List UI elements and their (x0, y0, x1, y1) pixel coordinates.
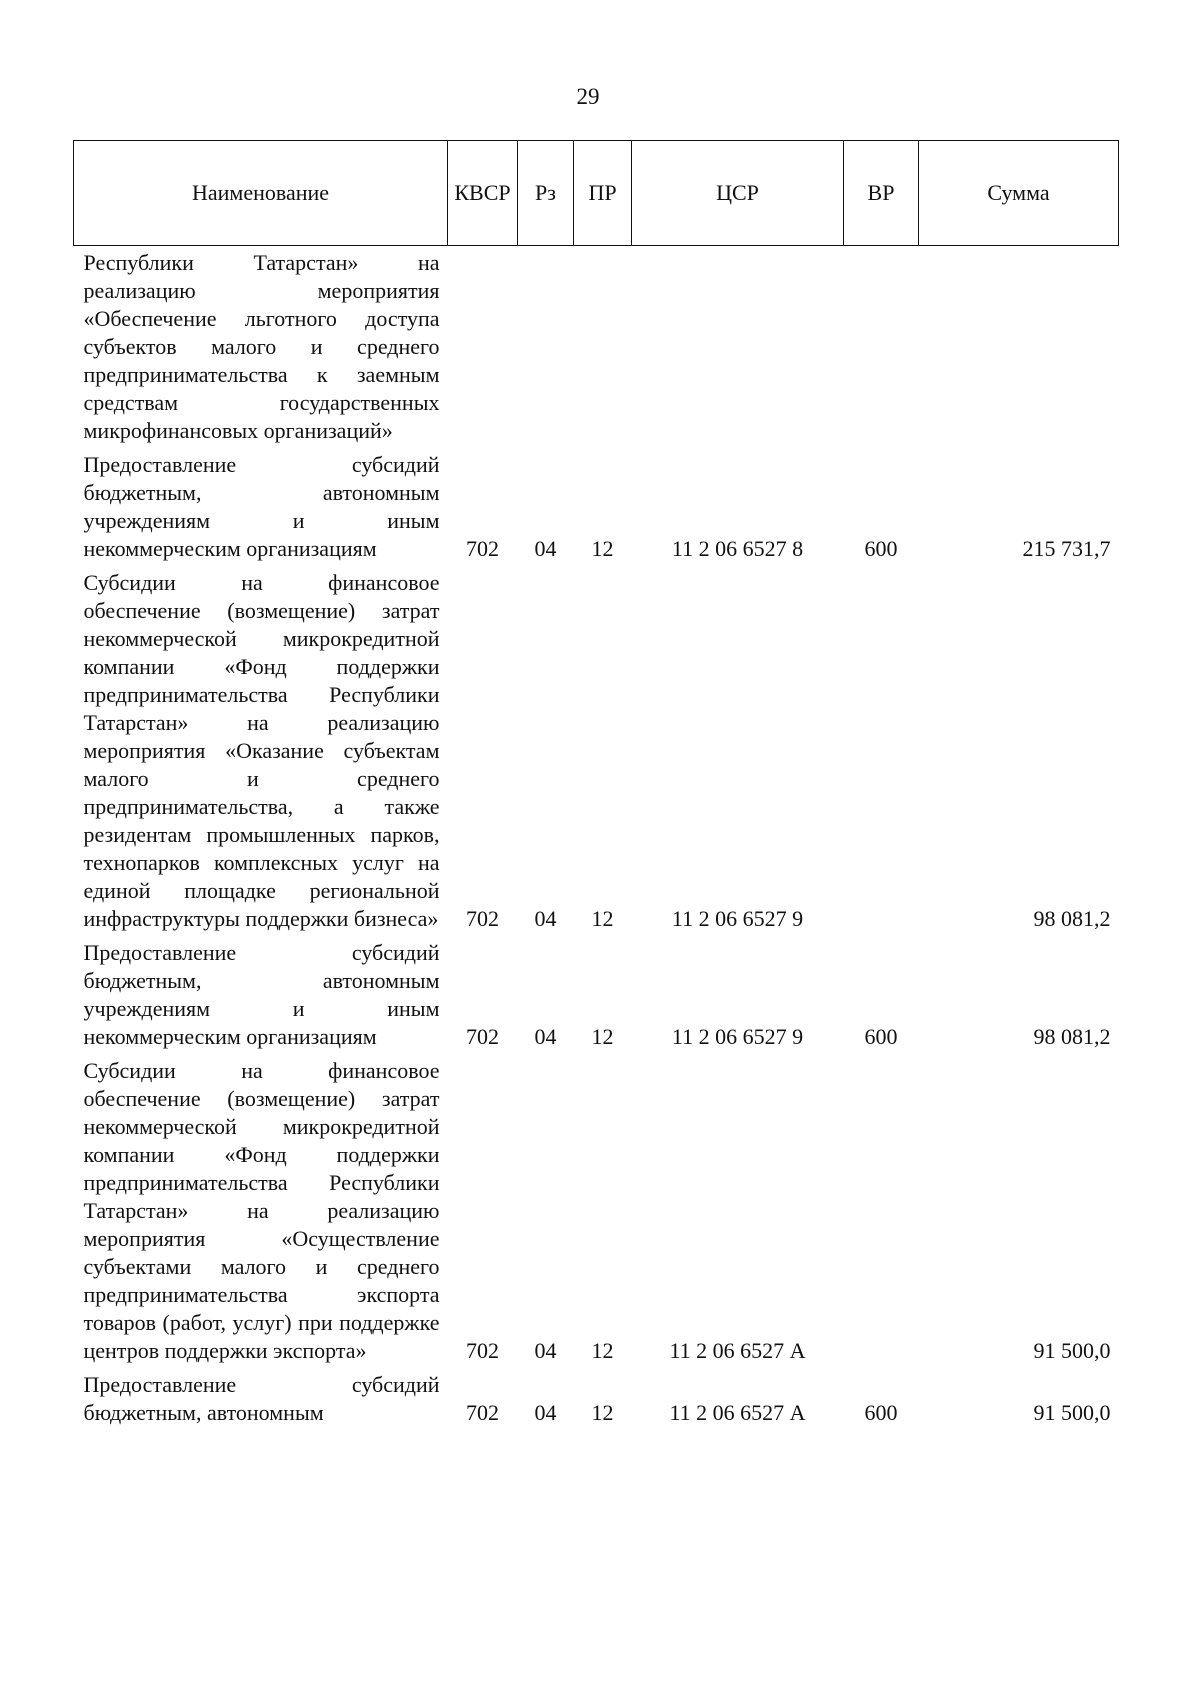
row-vr: 600 (864, 1400, 898, 1425)
row-csr: 11 2 06 6527 9 (671, 1024, 804, 1049)
table-row (74, 246, 1119, 449)
table-row (74, 1368, 1119, 1427)
row-sum: 98 081,2 (1033, 1024, 1111, 1049)
row-csr: 11 2 06 6527 А (669, 1400, 806, 1425)
row-rz: 04 (534, 536, 557, 561)
header-vr: ВР (844, 141, 919, 246)
row-pr: 12 (591, 1024, 614, 1049)
row-kvsr: 702 (466, 1400, 499, 1425)
row-rz: 04 (534, 1400, 557, 1425)
header-kvsr: КВСР (448, 141, 518, 246)
row-name: Предоставление субсидий бюджетным, автономным (83, 1372, 440, 1425)
row-kvsr (448, 246, 518, 449)
table-row (74, 1054, 1119, 1368)
header-sum: Сумма (919, 141, 1119, 246)
row-pr (574, 246, 632, 449)
row-pr: 12 (591, 906, 614, 931)
row-rz (518, 246, 574, 449)
header-csr: ЦСР (632, 141, 844, 246)
header-pr: ПР (574, 141, 632, 246)
row-pr: 12 (591, 1400, 614, 1425)
header-name: Наименование (74, 141, 448, 246)
table-row (74, 448, 1119, 566)
row-sum: 91 500,0 (1033, 1338, 1111, 1363)
table-row (74, 936, 1119, 1054)
row-name: Предоставление субсидий бюджетным, автономным учреждениям и иным некоммерческим организациям (83, 452, 440, 561)
row-kvsr: 702 (466, 906, 499, 931)
row-kvsr: 702 (466, 536, 499, 561)
row-sum: 215 731,7 (1022, 536, 1111, 561)
row-csr: 11 2 06 6527 8 (671, 536, 804, 561)
table-header (74, 141, 1119, 246)
row-name: Республики Татарстан» на реализацию мероприятия «Обеспечение льготного доступа субъектов малого и среднего предпринимательства к заемным средствам государственных микрофинансовых организаций» (83, 250, 440, 443)
row-vr: 600 (864, 536, 898, 561)
row-vr (844, 566, 919, 936)
row-rz: 04 (534, 1024, 557, 1049)
row-rz: 04 (534, 906, 557, 931)
budget-table (73, 140, 1119, 1427)
row-sum: 98 081,2 (1033, 906, 1111, 931)
row-kvsr: 702 (466, 1024, 499, 1049)
row-vr (844, 246, 919, 449)
row-name: Субсидии на финансовое обеспечение (возмещение) затрат некоммерческой микрокредитной компании «Фонд поддержки предпринимательства Республики Татарстан» на реализацию мероприятия «Осуществление субъектами малого и среднего предпринимательства экспорта товаров (работ, услуг) при поддержке центров поддержки экспорта» (83, 1058, 440, 1363)
row-rz: 04 (534, 1338, 557, 1363)
row-vr (844, 1054, 919, 1368)
row-sum (919, 246, 1119, 449)
row-pr: 12 (591, 536, 614, 561)
row-sum: 91 500,0 (1033, 1400, 1111, 1425)
row-csr: 11 2 06 6527 А (669, 1338, 806, 1363)
row-pr: 12 (591, 1338, 614, 1363)
row-kvsr: 702 (466, 1338, 499, 1363)
row-vr: 600 (864, 1024, 898, 1049)
row-name: Предоставление субсидий бюджетным, автономным учреждениям и иным некоммерческим организациям (83, 940, 440, 1049)
row-name: Субсидии на финансовое обеспечение (возмещение) затрат некоммерческой микрокредитной компании «Фонд поддержки предпринимательства Республики Татарстан» на реализацию мероприятия «Оказание субъектам малого и среднего предпринимательства, а также резидентам промышленных парков, технопарков комплексных услуг на единой площадке региональной инфраструктуры поддержки бизнеса» (83, 570, 440, 931)
header-rz: Рз (518, 141, 574, 246)
page-number: 29 (576, 84, 600, 109)
row-csr (632, 246, 844, 449)
row-csr: 11 2 06 6527 9 (671, 906, 804, 931)
table-row (74, 566, 1119, 936)
